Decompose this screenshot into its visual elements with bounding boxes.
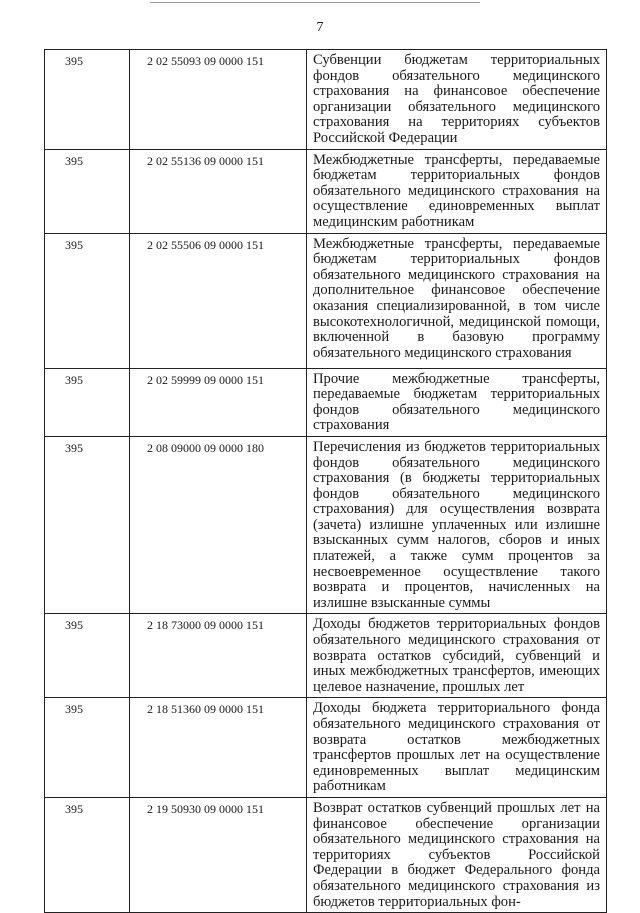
budget-code-cell: 2 18 73000 09 0000 151: [130, 614, 307, 698]
table-row: [45, 149, 607, 233]
page-number: 7: [316, 20, 324, 35]
budget-code-cell: 2 02 55093 09 0000 151: [130, 50, 307, 150]
admin-code-cell: 395: [45, 614, 130, 698]
admin-code-cell: 395: [45, 50, 130, 150]
income-name-cell: Перечисления из бюджетов территориальных фондов обязательного медицинского страхования (в бюджеты территориальных фондов обязательного медицинского страхования) для осуществления возврата (зачета) излишне уплаченных или излишне взысканных сумм налогов, сборов и иных платежей, а также сумм процентов за несвоевременное осуществление такого возврата и процентов, начисленных на излишне взысканные суммы: [307, 436, 607, 614]
income-name-cell: Прочие межбюджетные трансферты, передаваемые бюджетам территориальных фондов обязательного медицинского страхования: [307, 368, 607, 436]
admin-code-cell: 395: [45, 149, 130, 233]
table-row: [45, 698, 607, 798]
table-row: [45, 233, 607, 368]
admin-code-cell: 395: [45, 368, 130, 436]
table-row: [45, 368, 607, 436]
income-name-cell: Доходы бюджетов территориальных фондов обязательного медицинского страхования от возврата остатков субсидий, субвенций и иных межбюджетных трансфертов, имеющих целевое назначение, прошлых лет: [307, 614, 607, 698]
table-row: [45, 797, 607, 912]
table-row: [45, 614, 607, 698]
admin-code-cell: 395: [45, 698, 130, 798]
budget-code-cell: 2 02 55506 09 0000 151: [130, 233, 307, 368]
budget-classification-table: [44, 49, 607, 913]
budget-code-cell: 2 08 09000 09 0000 180: [130, 436, 307, 614]
budget-code-cell: 2 02 59999 09 0000 151: [130, 368, 307, 436]
budget-code-cell: 2 02 55136 09 0000 151: [130, 149, 307, 233]
income-name-cell: Возврат остатков субвенций прошлых лет на финансовое обеспечение организации обязательного медицинского страхования на территориях субъектов Российской Федерации в бюджет Федерального фонда обязательного медицинского страхования из бюджетов территориальных фон-: [307, 797, 607, 912]
table-row: [45, 436, 607, 614]
budget-code-cell: 2 19 50930 09 0000 151: [130, 797, 307, 912]
income-name-cell: Межбюджетные трансферты, передаваемые бюджетам территориальных фондов обязательного медицинского страхования на осуществление единовременных выплат медицинским работникам: [307, 149, 607, 233]
admin-code-cell: 395: [45, 233, 130, 368]
admin-code-cell: 395: [45, 797, 130, 912]
top-scan-rule: [150, 2, 480, 3]
admin-code-cell: 395: [45, 436, 130, 614]
income-name-cell: Межбюджетные трансферты, передаваемые бюджетам территориальных фондов обязательного медицинского страхования на дополнительное финансовое обеспечение оказания специализированной, в том числе высокотехнологичной, медицинской помощи, включенной в базовую программу обязательного медицинского страхования: [307, 233, 607, 368]
budget-code-cell: 2 18 51360 09 0000 151: [130, 698, 307, 798]
income-name-cell: Доходы бюджета территориального фонда обязательного медицинского страхования от возврата остатков межбюджетных трансфертов прошлых лет на осуществление единовременных выплат медицинским работникам: [307, 698, 607, 798]
income-name-cell: Субвенции бюджетам территориальных фондов обязательного медицинского страхования на финансовое обеспечение организации обязательного медицинского страхования на территориях субъектов Российской Федерации: [307, 50, 607, 150]
table-row: [45, 50, 607, 150]
